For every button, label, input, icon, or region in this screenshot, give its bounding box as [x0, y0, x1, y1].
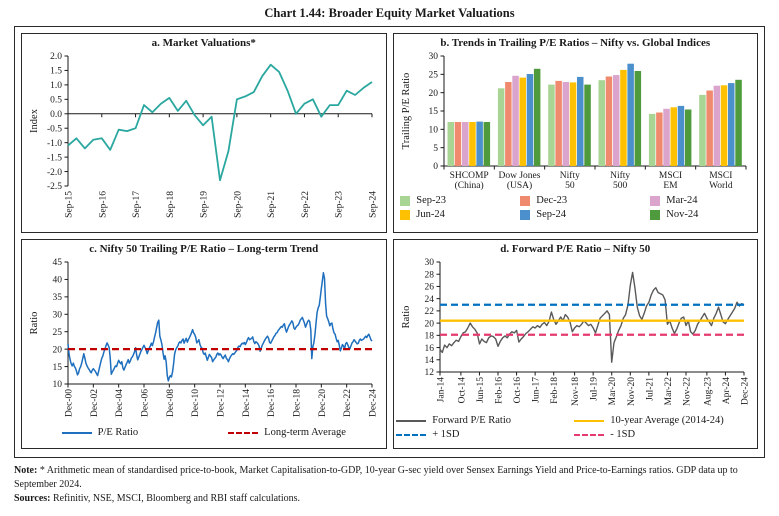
svg-text:50: 50: [564, 181, 575, 192]
legend-label: Sep-24: [536, 209, 566, 221]
svg-text:Dec-22: Dec-22: [343, 389, 354, 418]
panel-market-valuations: [21, 33, 387, 233]
svg-text:14: 14: [424, 356, 434, 367]
figure-title: Chart 1.44: Broader Equity Market Valuations: [264, 6, 515, 20]
svg-text:Index: Index: [29, 109, 40, 134]
legend-swatch: [574, 420, 604, 422]
legend-label: Forward P/E Ratio: [432, 415, 511, 427]
svg-text:Jan-14: Jan-14: [436, 377, 446, 403]
svg-text:5: 5: [432, 144, 438, 155]
figure-page: [0, 6, 779, 506]
legend-label: Sep-23: [416, 195, 446, 207]
svg-text:Aug-23: Aug-23: [702, 377, 713, 407]
svg-text:15: 15: [52, 362, 62, 373]
legend-label: 10-year Average (2014-24): [610, 415, 724, 427]
svg-text:Dec-10: Dec-10: [191, 389, 202, 418]
svg-text:Nifty: Nifty: [609, 171, 630, 182]
svg-text:18: 18: [424, 331, 434, 342]
svg-text:2.0: 2.0: [50, 52, 62, 63]
svg-text:Feb-16: Feb-16: [494, 377, 505, 405]
svg-text:30: 30: [52, 310, 62, 321]
svg-text:-2.0: -2.0: [46, 167, 62, 178]
svg-text:Feb-18: Feb-18: [549, 377, 560, 405]
svg-text:-1.0: -1.0: [46, 139, 62, 150]
legend-item-mar-24: [650, 195, 750, 206]
svg-text:World: World: [708, 181, 733, 192]
legend-swatch: [396, 434, 426, 436]
sources-text: Refinitiv, NSE, MSCI, Bloomberg and RBI staff calculations.: [50, 493, 301, 504]
svg-text:0.5: 0.5: [50, 95, 62, 106]
legend-swatch: [520, 210, 530, 220]
svg-text:1.5: 1.5: [50, 66, 62, 77]
svg-text:Ratio: Ratio: [29, 311, 40, 335]
legend-swatch: [574, 434, 604, 436]
svg-text:Sep-23: Sep-23: [334, 191, 345, 219]
svg-text:(China): (China): [454, 181, 484, 192]
svg-text:MSCI: MSCI: [658, 171, 682, 182]
svg-text:Mar-20: Mar-20: [607, 377, 618, 406]
legend-label: Long-term Average: [264, 427, 346, 439]
svg-text:Sep-15: Sep-15: [64, 191, 75, 219]
legend-swatch: [228, 432, 258, 434]
nifty50-trailing-pe-line-chart: [26, 256, 382, 424]
forward-pe-legend: [398, 415, 754, 440]
svg-text:Jun-17: Jun-17: [531, 377, 542, 404]
svg-text:45: 45: [52, 258, 62, 269]
svg-text:Dec-24: Dec-24: [368, 389, 379, 418]
market-valuations-line-chart: [26, 50, 382, 226]
legend-item-jun-24: [400, 209, 510, 220]
svg-text:-2.5: -2.5: [46, 182, 62, 193]
svg-text:Oct-16: Oct-16: [512, 377, 523, 404]
footnotes: [14, 464, 765, 506]
note-label: Note:: [14, 465, 38, 476]
svg-text:Trailing P/E Ratio: Trailing P/E Ratio: [400, 72, 412, 150]
svg-text:-1.5: -1.5: [46, 153, 62, 164]
panel-forward-pe-nifty50: [393, 239, 759, 449]
svg-text:Dec-18: Dec-18: [292, 389, 303, 418]
legend-label: Nov-24: [666, 209, 699, 221]
svg-text:Sep-20: Sep-20: [233, 191, 244, 219]
legend-swatch: [400, 210, 410, 220]
svg-text:40: 40: [52, 275, 62, 286]
svg-text:Dec-20: Dec-20: [317, 389, 328, 418]
svg-text:10: 10: [428, 125, 438, 136]
legend-item-sep-24: [520, 209, 640, 220]
legend-swatch: [650, 196, 660, 206]
svg-text:Sep-17: Sep-17: [132, 191, 143, 219]
svg-text:35: 35: [52, 293, 62, 304]
svg-text:Dec-04: Dec-04: [115, 389, 126, 418]
legend-swatch: [520, 196, 530, 206]
note-line: [14, 464, 765, 492]
svg-text:30: 30: [424, 258, 434, 269]
legend-item-dec-23: [520, 195, 640, 206]
legend-item-nov-24: [650, 209, 750, 220]
svg-text:20: 20: [428, 89, 438, 100]
svg-text:Jun-15: Jun-15: [475, 377, 486, 404]
svg-text:SHCOMP: SHCOMP: [449, 171, 489, 182]
legend-label: P/E Ratio: [97, 427, 139, 439]
svg-text:(USA): (USA): [506, 181, 532, 192]
svg-text:Ratio: Ratio: [400, 305, 412, 329]
legend-item-forward-p-e-ratio: [396, 415, 566, 426]
legend-swatch: [650, 210, 660, 220]
svg-text:Nifty: Nifty: [559, 171, 580, 182]
svg-text:22: 22: [424, 307, 434, 318]
svg-text:Dec-12: Dec-12: [216, 389, 227, 418]
legend-swatch: [400, 196, 410, 206]
svg-text:Sep-21: Sep-21: [267, 191, 278, 219]
svg-text:26: 26: [424, 282, 434, 293]
panel-b-title: b. Trends in Trailing P/E Ratios – Nifty vs. Global Indices: [440, 37, 711, 49]
panel-d-title: d. Forward P/E Ratio – Nifty 50: [500, 243, 651, 255]
legend-swatch: [62, 432, 92, 434]
svg-text:500: 500: [612, 181, 627, 192]
legend-item--1sd: [396, 429, 566, 440]
forward-pe-line-chart: [398, 256, 754, 412]
svg-text:0: 0: [432, 162, 438, 173]
svg-text:Sep-22: Sep-22: [300, 191, 311, 219]
svg-text:Dec-08: Dec-08: [165, 389, 176, 418]
svg-text:24: 24: [424, 295, 434, 306]
svg-text:Oct-14: Oct-14: [456, 377, 467, 404]
svg-text:Nov-22: Nov-22: [681, 377, 692, 407]
legend-item-long-term-average: [228, 427, 346, 438]
svg-text:Sep-24: Sep-24: [368, 191, 379, 219]
legend-label: Jun-24: [416, 209, 445, 221]
legend-item-sep-23: [400, 195, 510, 206]
svg-text:Jul-21: Jul-21: [644, 377, 655, 401]
panel-a-title: a. Market Valuations*: [151, 37, 256, 49]
nifty50-trailing-pe-legend: [26, 427, 382, 438]
svg-text:0.0: 0.0: [50, 110, 62, 121]
svg-text:16: 16: [424, 343, 434, 354]
svg-text:30: 30: [428, 52, 438, 63]
panel-nifty50-longterm-trend: [21, 239, 387, 449]
note-text: * Arithmetic mean of standardised price-to-book, Market Capitalisation-to-GDP, 10-year G-sec yield over Sensex Earnings Yield and Price-to-Earnings ratios. GDP data up to September 2024.: [14, 465, 738, 490]
legend-item-10-year-average-2014-24-: [574, 415, 754, 426]
svg-text:Nov-18: Nov-18: [570, 377, 581, 407]
legend-label: - 1SD: [610, 429, 636, 441]
trailing-pe-bar-chart: [398, 50, 754, 192]
svg-text:12: 12: [424, 368, 434, 379]
svg-text:MSCI: MSCI: [708, 171, 732, 182]
chart-grid: [14, 26, 765, 458]
svg-text:Sep-19: Sep-19: [199, 191, 210, 219]
svg-text:25: 25: [428, 70, 438, 81]
svg-text:Mar-22: Mar-22: [663, 377, 674, 406]
svg-text:Dec-24: Dec-24: [740, 377, 750, 406]
panel-trailing-pe-global-indices: [393, 33, 759, 233]
legend-label: Mar-24: [666, 195, 698, 207]
svg-text:Jul-19: Jul-19: [589, 377, 600, 401]
svg-text:Dec-00: Dec-00: [64, 389, 75, 418]
svg-text:28: 28: [424, 270, 434, 281]
svg-text:25: 25: [52, 328, 62, 339]
legend-item-p-e-ratio: [62, 427, 139, 438]
legend-label: + 1SD: [432, 429, 460, 441]
svg-text:Dow Jones: Dow Jones: [498, 171, 540, 182]
legend-swatch: [396, 420, 426, 422]
svg-text:Dec-02: Dec-02: [89, 389, 100, 418]
svg-text:1.0: 1.0: [50, 81, 62, 92]
svg-text:EM: EM: [662, 181, 678, 192]
svg-text:20: 20: [424, 319, 434, 330]
svg-text:15: 15: [428, 107, 438, 118]
svg-text:Dec-14: Dec-14: [241, 389, 252, 418]
svg-text:10: 10: [52, 380, 62, 391]
svg-text:-0.5: -0.5: [46, 124, 62, 135]
svg-text:Apr-24: Apr-24: [721, 377, 732, 405]
legend-item--1sd: [574, 429, 754, 440]
legend-label: Dec-23: [536, 195, 568, 207]
svg-text:Sep-16: Sep-16: [98, 191, 109, 219]
trailing-pe-legend: [398, 195, 754, 220]
svg-text:Dec-06: Dec-06: [140, 389, 151, 418]
svg-text:Nov-20: Nov-20: [626, 377, 637, 407]
sources-label: Sources:: [14, 493, 51, 504]
svg-text:20: 20: [52, 345, 62, 356]
svg-text:Dec-16: Dec-16: [267, 389, 278, 418]
sources-line: [14, 492, 765, 506]
panel-c-title: c. Nifty 50 Trailing P/E Ratio – Long-term Trend: [89, 243, 319, 255]
svg-text:Sep-18: Sep-18: [165, 191, 176, 219]
